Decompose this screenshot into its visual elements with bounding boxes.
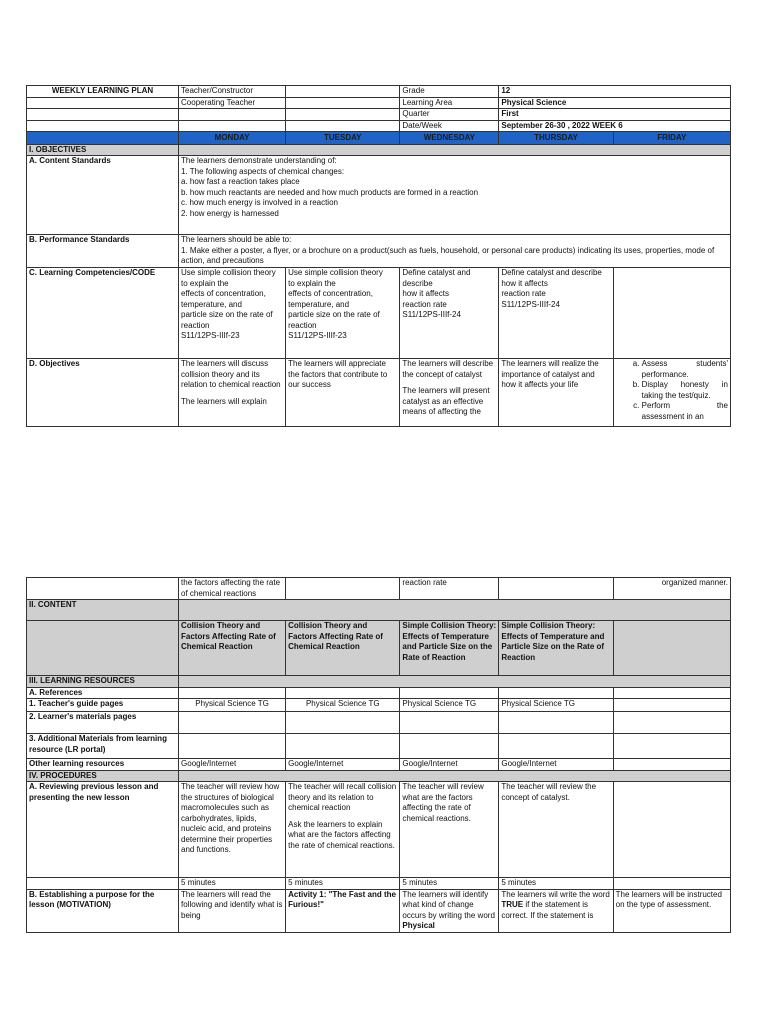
purpose-monday: The learners will read the following and identify what is being [179, 889, 286, 932]
review-wednesday: The teacher will review what are the factors affecting the rate of chemical reactions. [400, 782, 499, 878]
other-friday [613, 759, 730, 771]
other-tuesday: Google/Internet [286, 759, 400, 771]
continued-monday: the factors affecting the rate of chemical reactions [179, 578, 286, 600]
purpose-thursday: The learners wil write the word TRUE if the statement is correct. If the statement is [499, 889, 613, 932]
tg-tuesday: Physical Science TG [286, 699, 400, 712]
quarter-label: Quarter [400, 109, 499, 121]
day-tuesday: TUESDAY [286, 132, 400, 145]
topic-tuesday: Collision Theory and Factors Affecting Rate of Chemical Reaction [286, 621, 400, 676]
minutes-thursday: 5 minutes [499, 878, 613, 890]
competency-monday: Use simple collision theory to explain the effects of concentration, temperature, and particle size on the rate of reaction S11/12PS-IIIf-23 [179, 268, 286, 359]
objective-tuesday: The learners will appreciate the factors that contribute to our success [286, 359, 400, 427]
area-value: Physical Science [499, 97, 731, 109]
grade-label: Grade [400, 86, 499, 98]
teacher-label: Teacher/Constructor [179, 86, 286, 98]
grade-value: 12 [499, 86, 731, 98]
references-label: A. References [27, 687, 179, 699]
topic-wednesday: Simple Collision Theory: Effects of Temperature and Particle Size on the Rate of Reaction [400, 621, 499, 676]
section-objectives: I. OBJECTIVES [27, 144, 179, 156]
content-standards-label: A. Content Standards [27, 156, 179, 235]
minutes-monday: 5 minutes [179, 878, 286, 890]
coop-label: Cooperating Teacher [179, 97, 286, 109]
area-label: Learning Area [400, 97, 499, 109]
topic-friday [613, 621, 730, 676]
day-wednesday: WEDNESDAY [400, 132, 499, 145]
continued-friday: organized manner. [613, 578, 730, 600]
tg-wednesday: Physical Science TG [400, 699, 499, 712]
learning-plan-table-page2 [26, 577, 731, 933]
review-tuesday: The teacher will recall collision theory and its relation to chemical reaction Ask the learners to explain what are the factors affecting the rate of chemical reactions. [286, 782, 400, 878]
other-thursday: Google/Internet [499, 759, 613, 771]
other-monday: Google/Internet [179, 759, 286, 771]
objective-thursday: The learners will realize the importance of catalyst and how it affects your life [499, 359, 613, 427]
lm-label: 2. Learner's materials pages [27, 712, 179, 734]
competency-tuesday: Use simple collision theory to explain the effects of concentration, temperature, and particle size on the rate of reaction S11/12PS-IIIf-23 [286, 268, 400, 359]
competency-wednesday: Define catalyst and describe how it affects reaction rate S11/12PS-IIIf-24 [400, 268, 499, 359]
tg-label: 1. Teacher's guide pages [27, 699, 179, 712]
objectives-label: D. Objectives [27, 359, 179, 427]
tg-thursday: Physical Science TG [499, 699, 613, 712]
purpose-friday: The learners will be instructed on the type of assessment. [613, 889, 730, 932]
teacher-value [286, 86, 400, 98]
review-label: A. Reviewing previous lesson and presenting the new lesson [27, 782, 179, 878]
content-standards-text: The learners demonstrate understanding of: 1. The following aspects of chemical changes: a. how fast a reaction takes place b. how much reactants are needed and how much products are formed in a reaction c. how much energy is involved in a reaction 2. how energy is harnessed [179, 156, 731, 235]
objective-monday: The learners will discuss collision theory and its relation to chemical reaction The learners will explain [179, 359, 286, 427]
performance-standards-label: B. Performance Standards [27, 235, 179, 268]
additional-materials-label: 3. Additional Materials from learning resource (LR portal) [27, 734, 179, 759]
topic-monday: Collision Theory and Factors Affecting Rate of Chemical Reaction [179, 621, 286, 676]
other-resources-label: Other learning resources [27, 759, 179, 771]
tg-monday: Physical Science TG [179, 699, 286, 712]
purpose-tuesday: Activity 1: "The Fast and the Furious!" [286, 889, 400, 932]
day-monday: MONDAY [179, 132, 286, 145]
date-label: Date/Week [400, 120, 499, 132]
day-thursday: THURSDAY [499, 132, 613, 145]
date-value: September 26-30 , 2022 WEEK 6 [499, 120, 731, 132]
quarter-value: First [499, 109, 731, 121]
review-monday: The teacher will review how the structures of biological macromolecules such as carbohydrates, lipids, nucleic acid, and proteins determine their properties and functions. [179, 782, 286, 878]
section-content: II. CONTENT [27, 600, 179, 621]
review-thursday: The teacher will review the concept of catalyst. [499, 782, 613, 878]
minutes-friday [613, 878, 730, 890]
continued-wednesday: reaction rate [400, 578, 499, 600]
day-friday: FRIDAY [613, 132, 730, 145]
objective-wednesday: The learners will describe the concept of catalyst The learners will present catalyst as an effective means of affecting the [400, 359, 499, 427]
section-resources: III. LEARNING RESOURCES [27, 676, 179, 688]
competencies-label: C. Learning Competencies/CODE [27, 268, 179, 359]
minutes-tuesday: 5 minutes [286, 878, 400, 890]
plan-title: WEEKLY LEARNING PLAN [27, 86, 179, 98]
minutes-wednesday: 5 minutes [400, 878, 499, 890]
other-wednesday: Google/Internet [400, 759, 499, 771]
competency-friday [613, 268, 730, 359]
learning-plan-table-page1 [26, 85, 731, 427]
performance-standards-text: The learners should be able to: 1. Make either a poster, a flyer, or a brochure on a product(such as fuels, household, or personal care products) indicating its uses, properties, mode of action, and precautions [179, 235, 731, 268]
objective-friday: a. Assess students' performance. b. Display honesty in taking the test/quiz. c. Perform the assessment in an [613, 359, 730, 427]
purpose-label: B. Establishing a purpose for the lesson (MOTIVATION) [27, 889, 179, 932]
section-procedures: IV. PROCEDURES [27, 770, 179, 782]
tg-friday [613, 699, 730, 712]
competency-thursday: Define catalyst and describe how it affects reaction rate S11/12PS-IIIf-24 [499, 268, 613, 359]
purpose-wednesday: The learners will identify what kind of change occurs by writing the word Physical [400, 889, 499, 932]
topic-thursday: Simple Collision Theory: Effects of Temperature and Particle Size on the Rate of Reaction [499, 621, 613, 676]
